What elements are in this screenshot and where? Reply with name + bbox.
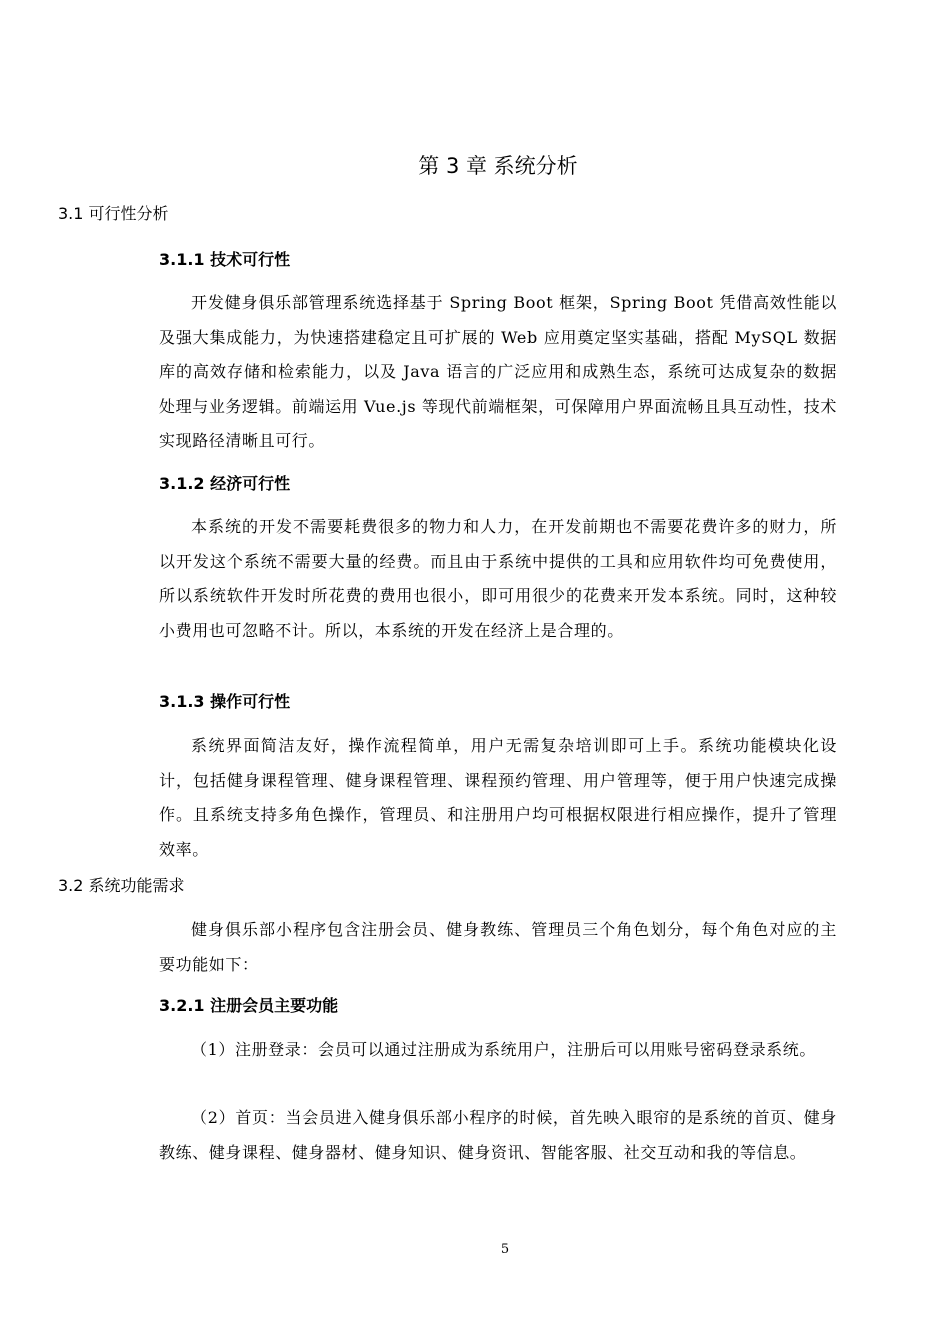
- paragraph-economic-feasibility: 本系统的开发不需要耗费很多的物力和人力，在开发前期也不需要花费许多的财力，所以开发这个系统不需要大量的经费。而且由于系统中提供的工具和应用软件均可免费使用，所以系统软件开发时所花费的费用也很小，即可用很少的花费来开发本系统。同时，这种较小费用也可忽略不计。所以，本系统的开发在经济上是合理的。: [159, 517, 837, 640]
- paragraph-technical-feasibility: 开发健身俱乐部管理系统选择基于 Spring Boot 框架，Spring Boot 凭借高效性能以及强大集成能力，为快速搭建稳定且可扩展的 Web 应用奠定坚实基础，搭配 MySQL 数据库的高效存储和检索能力，以及 Java 语言的广泛应用和成熟生态，系统可达成复杂的数据处理与业务逻辑。前端运用 Vue.js 等现代前端框架，可保障用户界面流畅且具互动性，技术实现路径清晰且可行。: [159, 293, 837, 450]
- list-item-home-page: （2）首页：当会员进入健身俱乐部小程序的时候，首先映入眼帘的是系统的首页、健身教练、健身课程、健身器材、健身知识、健身资讯、智能客服、社交互动和我的等信息。: [159, 1108, 837, 1162]
- section-heading-requirements: 3.2 系统功能需求: [58, 876, 185, 895]
- section-heading-feasibility: 3.1 可行性分析: [58, 204, 169, 223]
- subsection-heading-member-functions: 3.2.1 注册会员主要功能: [159, 996, 339, 1015]
- paragraph-roles-intro: 健身俱乐部小程序包含注册会员、健身教练、管理员三个角色划分，每个角色对应的主要功能如下：: [159, 920, 837, 974]
- paragraph-operational-feasibility: 系统界面简洁友好，操作流程简单，用户无需复杂培训即可上手。系统功能模块化设计，包括健身课程管理、健身课程管理、课程预约管理、用户管理等，便于用户快速完成操作。且系统支持多角色操作，管理员、和注册用户均可根据权限进行相应操作，提升了管理效率。: [159, 736, 837, 859]
- chapter-title: 第 3 章 系统分析: [418, 154, 578, 178]
- subsection-heading-economic: 3.1.2 经济可行性: [159, 474, 291, 493]
- subsection-heading-technical: 3.1.1 技术可行性: [159, 250, 291, 269]
- page-number: 5: [500, 1242, 510, 1257]
- list-item-register-login: （1）注册登录：会员可以通过注册成为系统用户，注册后可以用账号密码登录系统。: [191, 1040, 816, 1059]
- subsection-heading-operational: 3.1.3 操作可行性: [159, 692, 291, 711]
